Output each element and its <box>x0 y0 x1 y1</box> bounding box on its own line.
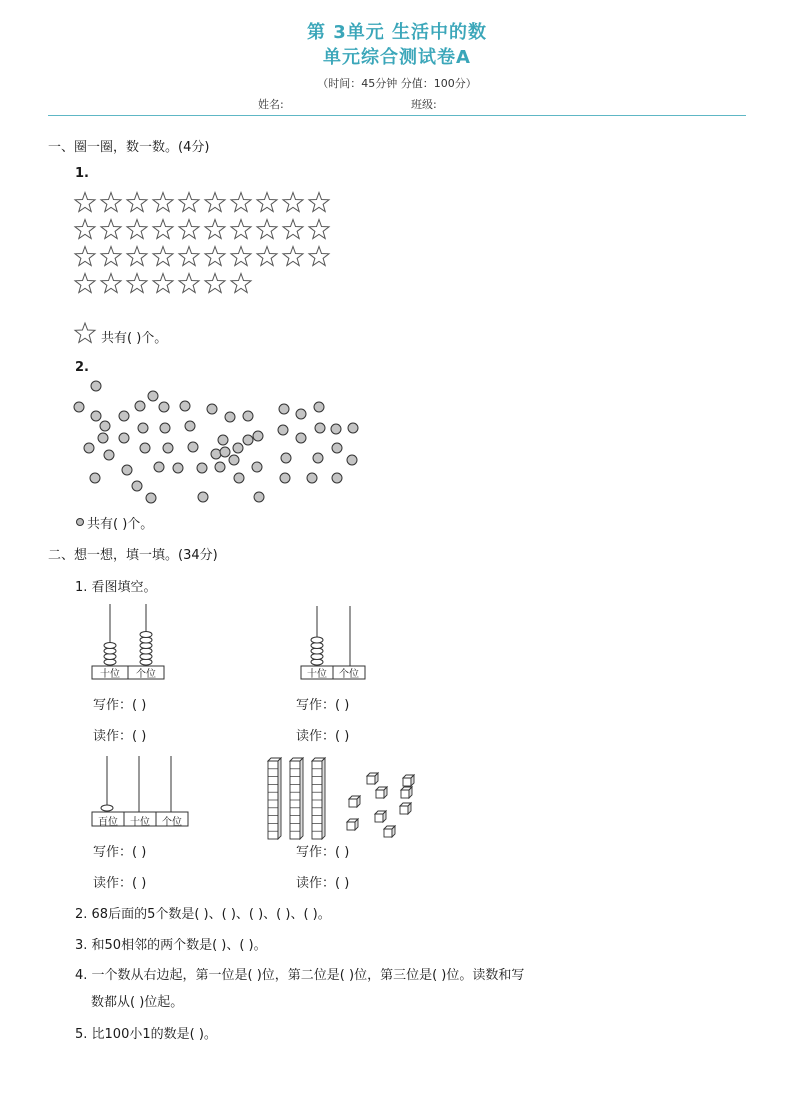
abacus-c-label-ones: 个位 <box>162 817 182 828</box>
s2-q1-title: 1. 看图填空。 <box>75 580 157 595</box>
name-label: 姓名: <box>258 98 284 111</box>
page-subtitle: 单元综合测试卷A <box>323 47 471 68</box>
s2-q3: 3. 和50相邻的两个数是( )、( )。 <box>75 938 267 953</box>
time-score-info: （时间：45分钟 分值：100分） <box>317 77 477 90</box>
write-answer-a: 写作：( ) <box>93 698 147 713</box>
class-label: 班级: <box>411 98 437 111</box>
s2-q4-line2: 数都从( )位起。 <box>91 995 184 1010</box>
unit-cube <box>384 826 395 837</box>
write-answer-c: 写作：( ) <box>93 845 147 860</box>
unit-cube <box>349 796 360 807</box>
s2-q5: 5. 比100小1的数是( )。 <box>75 1027 217 1042</box>
ten-rod <box>268 758 281 839</box>
unit-cube <box>376 787 387 798</box>
unit-cube <box>401 787 412 798</box>
unit-cube <box>375 811 386 822</box>
read-answer-c: 读作：( ) <box>93 876 147 891</box>
read-answer-a: 读作：( ) <box>93 729 147 744</box>
unit-cube <box>403 775 414 786</box>
unit-cube <box>400 803 411 814</box>
s1-q1-number: 1. <box>75 166 89 181</box>
s2-q4-line1: 4. 一个数从右边起，第一位是( )位，第二位是( )位，第三位是( )位。读数和写 <box>75 968 525 983</box>
abacus-c-label-tens: 十位 <box>130 817 150 828</box>
unit-cube <box>347 819 358 830</box>
unit-cube <box>367 773 378 784</box>
page-title: 第 3单元 生活中的数 <box>306 22 488 43</box>
s1-q1-answer: 共有( )个。 <box>101 331 168 346</box>
abacus-b-label-tens: 十位 <box>307 669 327 680</box>
s1-q2-number: 2. <box>75 360 89 375</box>
section2-heading: 二、想一想，填一填。(34分) <box>48 548 218 563</box>
s2-q2: 2. 68后面的5个数是( )、( )、( )、( )、( )。 <box>75 907 331 922</box>
ten-rod <box>312 758 325 839</box>
section1-heading: 一、圈一圈，数一数。(4分) <box>48 140 210 155</box>
abacus-b-label-ones: 个位 <box>339 669 359 680</box>
abacus-c-label-hundreds: 百位 <box>98 817 118 828</box>
abacus-a-label-tens: 十位 <box>100 669 120 680</box>
ten-rod <box>290 758 303 839</box>
s1-q2-answer: 共有( )个。 <box>87 517 154 532</box>
write-answer-d: 写作：( ) <box>296 845 350 860</box>
write-answer-b: 写作：( ) <box>296 698 350 713</box>
read-answer-d: 读作：( ) <box>296 876 350 891</box>
abacus-a-label-ones: 个位 <box>136 669 156 680</box>
read-answer-b: 读作：( ) <box>296 729 350 744</box>
